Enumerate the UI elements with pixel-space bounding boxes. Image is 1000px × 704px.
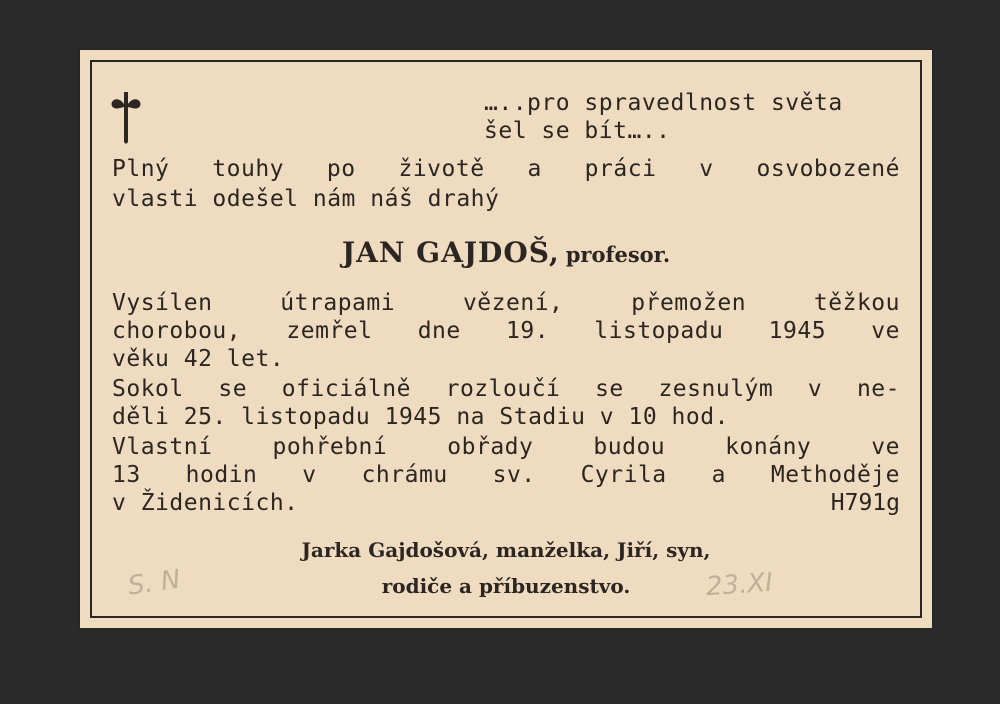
motto-line: …..pro spravedlnost světa	[484, 90, 843, 116]
deceased-name: JAN GAJDOŠ,	[341, 236, 560, 269]
ad-code: H791g	[830, 490, 900, 516]
deceased-title: profesor.	[565, 242, 671, 267]
deceased-name-line	[80, 236, 932, 269]
intro-line: Plný touhy po životě a práci v osvobozené	[112, 156, 900, 182]
body-line: v Židenicích.	[112, 490, 299, 516]
signature-line: Jarka Gajdošová, manželka, Jiří, syn,	[301, 538, 711, 562]
cross-icon	[108, 88, 144, 144]
intro-line: vlasti odešel nám náš drahý	[112, 186, 500, 212]
obituary-clipping	[80, 50, 932, 628]
body-line: věku 42 let.	[112, 346, 285, 372]
body-line: Vysílen útrapami vězení, přemožen těžkou	[112, 290, 900, 316]
body-line: děli 25. listopadu 1945 na Stadiu v 10 hod.	[112, 404, 729, 430]
motto-line: šel se bít…..	[484, 118, 671, 144]
pencil-note: S. N	[126, 564, 183, 602]
pencil-note: 23.XI	[705, 567, 774, 603]
body-line: Vlastní pohřební obřady budou konány ve	[112, 434, 900, 460]
body-line: Sokol se oficiálně rozloučí se zesnulým v ne-	[112, 376, 900, 402]
body-line: 13 hodin v chrámu sv. Cyrila a Methoděje	[112, 462, 900, 488]
body-line: chorobou, zemřel dne 19. listopadu 1945 ve	[112, 318, 900, 344]
signature-line: rodiče a příbuzenstvo.	[381, 574, 631, 598]
